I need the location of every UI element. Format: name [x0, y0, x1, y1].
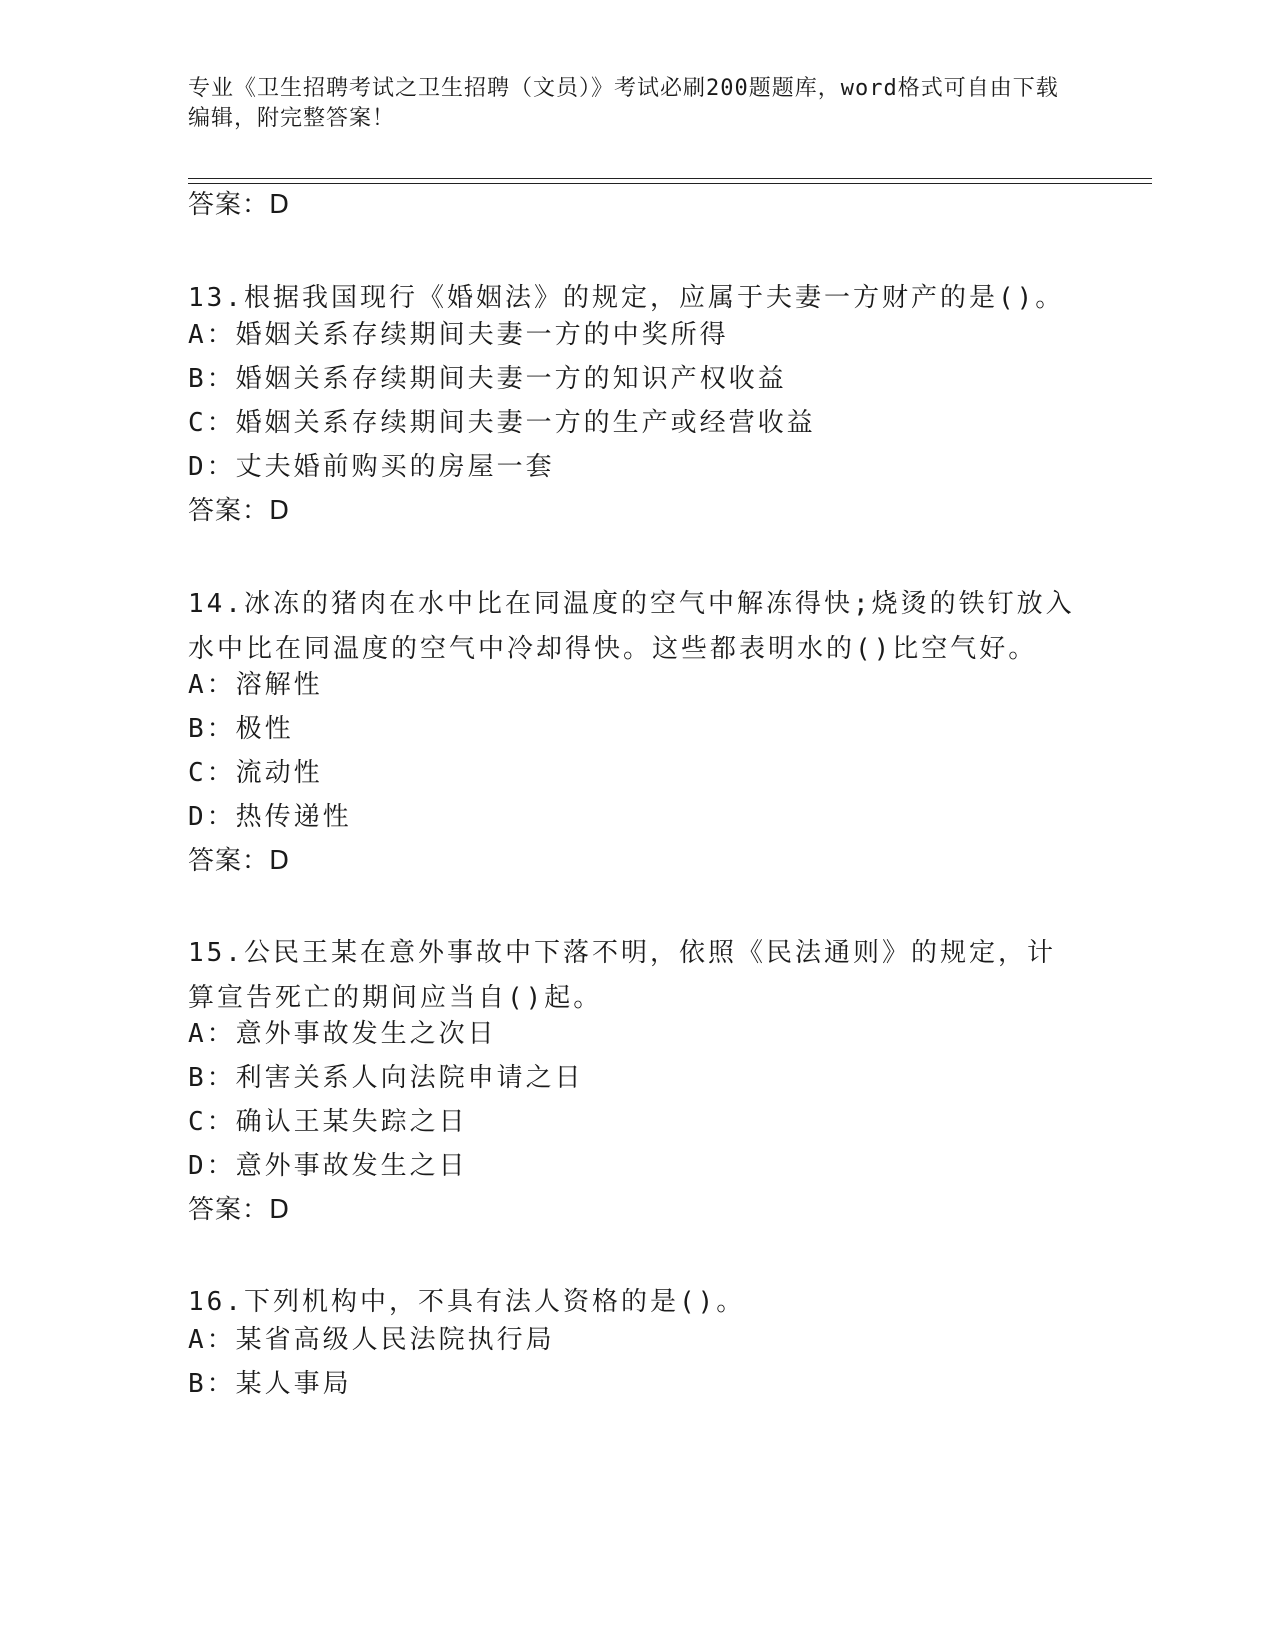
question-16-stem: 16.下列机构中，不具有法人资格的是()。	[188, 1287, 746, 1317]
question-13-option-a: A：婚姻关系存续期间夫妻一方的中奖所得	[188, 320, 729, 350]
question-13-option-c: C：婚姻关系存续期间夫妻一方的生产或经营收益	[188, 408, 816, 438]
question-13-stem: 13.根据我国现行《婚姻法》的规定，应属于夫妻一方财产的是()。	[188, 283, 1065, 313]
question-14-option-c: C：流动性	[188, 758, 323, 788]
question-14-option-a: A：溶解性	[188, 670, 323, 700]
question-16-option-b: B：某人事局	[188, 1369, 352, 1399]
header-divider-second	[188, 183, 1152, 184]
answer-label: 答案：D	[188, 190, 291, 220]
question-15-stem: 15.公民王某在意外事故中下落不明，依照《民法通则》的规定，计算宣告死亡的期间应当自()起。	[188, 938, 1056, 1013]
question-15-option-b: B：利害关系人向法院申请之日	[188, 1063, 584, 1093]
question-13-answer: 答案：D	[188, 496, 291, 526]
question-14-stem: 14.冰冻的猪肉在水中比在同温度的空气中解冻得快;烧烫的铁钉放入水中比在同温度的空气中冷却得快。这些都表明水的()比空气好。	[188, 589, 1075, 664]
document-header: 专业《卫生招聘考试之卫生招聘（文员）》考试必刷200题题库，word格式可自由下载编辑，附完整答案！	[188, 76, 1059, 131]
question-15-option-d: D：意外事故发生之日	[188, 1151, 468, 1181]
question-16-option-a: A：某省高级人民法院执行局	[188, 1325, 555, 1355]
question-15-option-c: C：确认王某失踪之日	[188, 1107, 468, 1137]
question-15-answer: 答案：D	[188, 1195, 291, 1225]
question-15-option-a: A：意外事故发生之次日	[188, 1019, 497, 1049]
question-14-option-d: D：热传递性	[188, 802, 352, 832]
question-13-option-b: B：婚姻关系存续期间夫妻一方的知识产权收益	[188, 364, 787, 394]
question-13-option-d: D：丈夫婚前购买的房屋一套	[188, 452, 555, 482]
header-divider	[188, 178, 1152, 179]
question-14-option-b: B：极性	[188, 714, 294, 744]
question-14-answer: 答案：D	[188, 846, 291, 876]
